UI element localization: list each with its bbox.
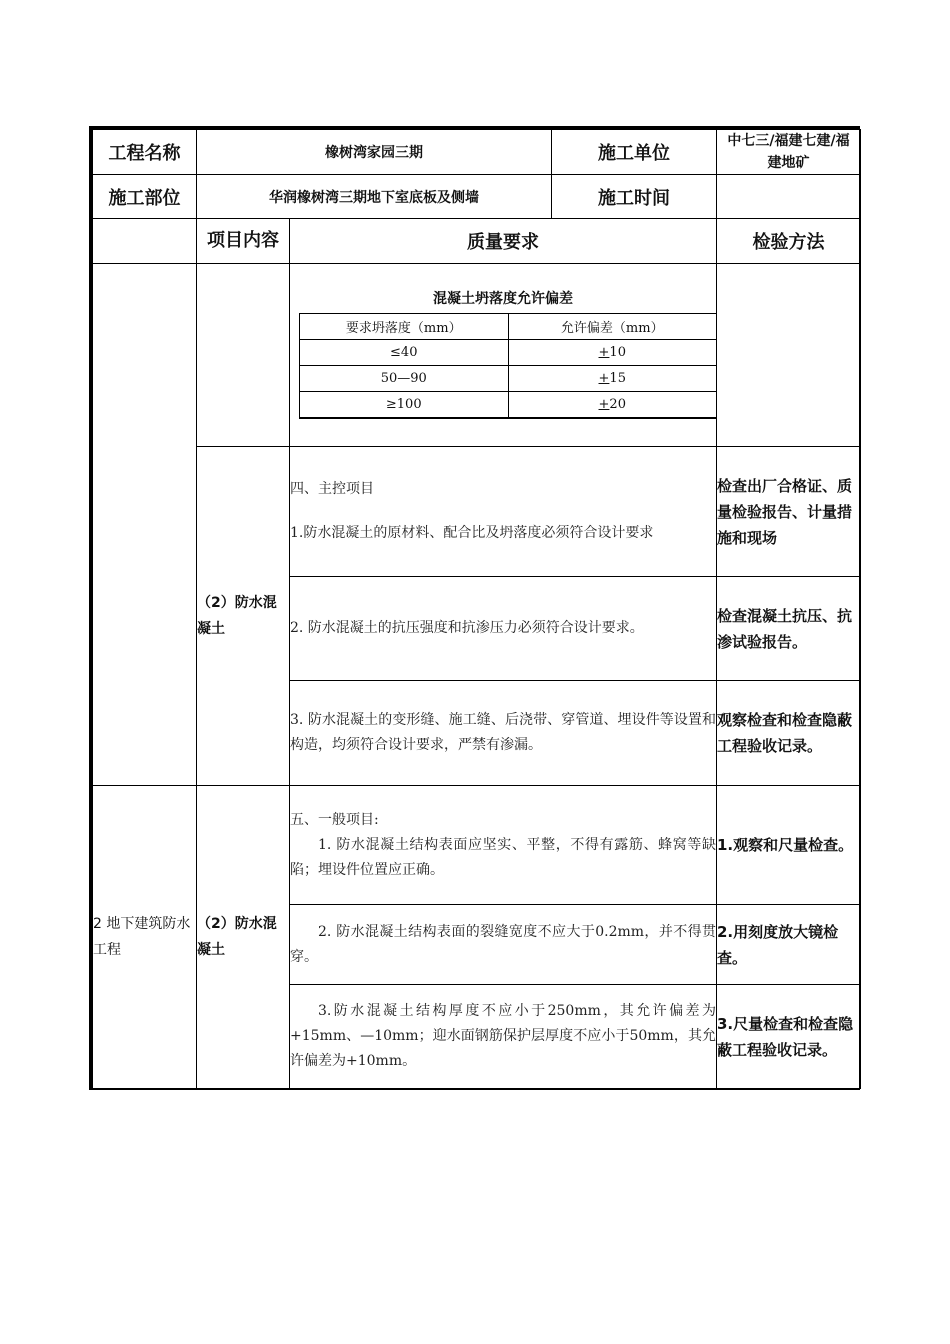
quality-column-header: 质量要求: [290, 219, 717, 264]
slump-table: [299, 313, 717, 419]
category-underground-waterproof: 2 地下建筑防水工程: [93, 786, 197, 1089]
deviation-value: 10: [609, 345, 626, 360]
construction-unit-cell: [717, 130, 861, 175]
category-column-header: [93, 219, 197, 264]
quality-inspection-table: [89, 126, 860, 1090]
construction-time-label: 施工时间: [552, 175, 717, 219]
requirement-text: 1.防水混凝土的原材料、配合比及坍落度必须符合设计要求: [290, 525, 654, 541]
construction-unit-value: 中七三/福建七建/福建地矿: [727, 133, 850, 171]
main-control-row: [93, 447, 861, 577]
slump-table-row: [300, 340, 717, 366]
requirement-text: 1. 防水混凝土结构表面应坚实、平整，不得有露筋、蜂窝等缺陷；埋设件位置应正确。: [290, 836, 716, 878]
inspection-method: 检查出厂合格证、质量检验报告、计量措施和现场: [717, 447, 861, 577]
inspection-method: 1.观察和尺量检查。: [717, 786, 861, 905]
column-header-row: [93, 219, 861, 264]
slump-header-deviation: 允许偏差（mm）: [508, 314, 717, 340]
construction-time-value: [717, 175, 861, 219]
quality-requirement: [290, 786, 717, 905]
slump-header-required: 要求坍落度（mm）: [300, 314, 509, 340]
slump-value: ≤40: [300, 340, 509, 366]
construction-unit-label: 施工单位: [552, 130, 717, 175]
slump-value: ≥100: [300, 392, 509, 419]
inspection-grid: [92, 129, 861, 1089]
inspection-method: 2.用刻度放大镜检查。: [717, 905, 861, 985]
quality-requirement: 2. 防水混凝土结构表面的裂缝宽度不应大于0.2mm，并不得贯穿。: [290, 905, 717, 985]
quality-requirement: 2. 防水混凝土的抗压强度和抗渗压力必须符合设计要求。: [290, 577, 717, 681]
slump-value: 50—90: [300, 366, 509, 392]
header-row-project: [93, 130, 861, 175]
inspection-method: 3.尺量检查和检查隐蔽工程验收记录。: [717, 985, 861, 1089]
item-waterproof-concrete: （2）防水混凝土: [197, 786, 290, 1089]
inspection-method: 检查混凝土抗压、抗渗试验报告。: [717, 577, 861, 681]
section-heading: 五、一般项目:: [290, 811, 379, 828]
slump-deviation: [508, 340, 717, 366]
header-row-part: [93, 175, 861, 219]
slump-table-row: [300, 392, 717, 419]
general-item-row: [93, 786, 861, 905]
item-waterproof-concrete: （2）防水混凝土: [197, 447, 290, 786]
quality-requirement: 3. 防水混凝土的变形缝、施工缝、后浇带、穿管道、埋设件等设置和构造，均须符合设计要求，严禁有渗漏。: [290, 681, 717, 786]
plus-minus-sign: +: [598, 371, 610, 386]
item-column-header: 项目内容: [197, 219, 290, 264]
quality-requirement: [290, 447, 717, 577]
slump-table-row: [300, 366, 717, 392]
slump-table-header: [300, 314, 717, 340]
item-cell-empty: [197, 264, 290, 447]
category-cell-empty: [93, 264, 197, 786]
method-cell-empty: [717, 264, 861, 447]
method-column-header: 检验方法: [717, 219, 861, 264]
slump-deviation: [508, 392, 717, 419]
slump-deviation: [508, 366, 717, 392]
slump-row: [93, 264, 861, 447]
construction-part-label: 施工部位: [93, 175, 197, 219]
slump-table-title: 混凝土坍落度允许偏差: [433, 291, 573, 307]
deviation-value: 15: [609, 371, 626, 386]
plus-minus-sign: +: [598, 397, 610, 412]
plus-minus-sign: +: [598, 345, 610, 360]
quality-requirement: 3.防水混凝土结构厚度不应小于250mm，其允许偏差为+15mm、—10mm；迎水面钢筋保护层厚度不应小于50mm，其允许偏差为+10mm。: [290, 985, 717, 1089]
section-heading: 四、主控项目: [290, 481, 374, 497]
construction-part-value: 华润橡树湾三期地下室底板及侧墙: [197, 175, 552, 219]
project-name-value: 橡树湾家园三期: [197, 130, 552, 175]
project-name-label: 工程名称: [93, 130, 197, 175]
inspection-method: 观察检查和检查隐蔽工程验收记录。: [717, 681, 861, 786]
slump-cell: [290, 264, 717, 447]
deviation-value: 20: [609, 397, 626, 412]
